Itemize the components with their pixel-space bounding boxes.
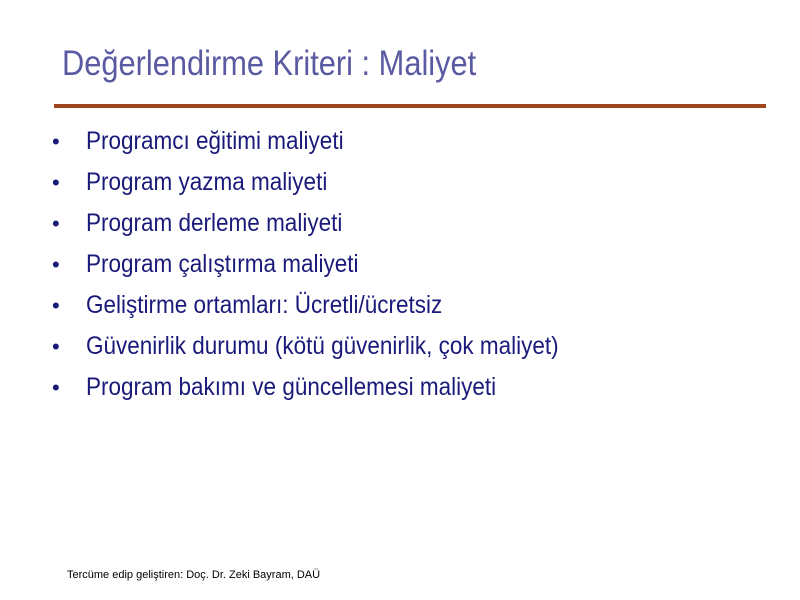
bullet-icon: • [52,292,60,318]
bullet-text: Güvenirlik durumu (kötü güvenirlik, çok maliyet) [86,332,559,360]
bullet-icon: • [52,251,60,277]
list-item [52,244,611,285]
bullet-text: Geliştirme ortamları: Ücretli/ücretsiz [86,291,443,319]
bullet-icon: • [52,210,60,236]
bullet-icon: • [52,374,60,400]
footer-credit: Tercüme edip geliştiren: Doç. Dr. Zeki Bayram, DAÜ [67,569,321,581]
slide-title: Değerlendirme Kriteri : Maliyet [62,44,477,83]
list-item [52,326,611,367]
list-item [52,162,611,203]
bullet-icon: • [52,169,60,195]
bullet-text: Program yazma maliyeti [86,168,328,196]
list-item [52,121,611,162]
bullet-text: Program derleme maliyeti [86,209,343,237]
title-divider [54,104,766,108]
bullet-icon: • [52,128,60,154]
bullet-text: Program çalıştırma maliyeti [86,250,359,278]
bullet-list [52,121,611,408]
list-item [52,285,611,326]
list-item [52,203,611,244]
bullet-text: Programcı eğitimi maliyeti [86,127,344,155]
list-item [52,367,611,408]
bullet-text: Program bakımı ve güncellemesi maliyeti [86,373,497,401]
bullet-icon: • [52,333,60,359]
